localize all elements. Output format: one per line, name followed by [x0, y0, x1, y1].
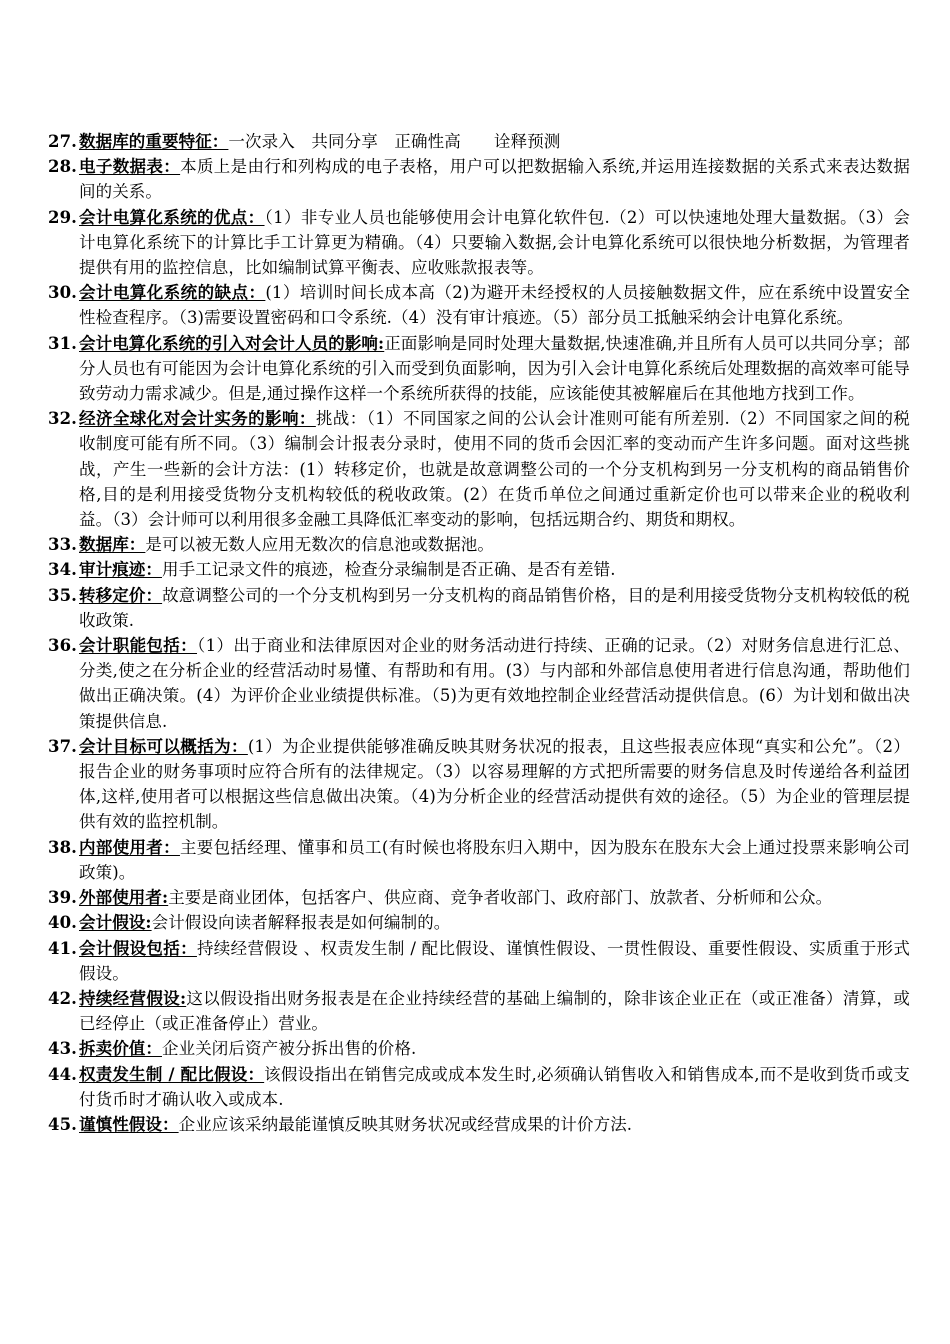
item-number: 32.	[48, 409, 78, 429]
item-term: 电子数据表：	[79, 157, 181, 177]
item-text: 该假设指出在销售完成或成本发生时,必须确认销售收入和销售成本,而不是收到货币或支付货币时才确认收入或成本.	[79, 1064, 910, 1109]
list-item	[48, 734, 910, 835]
item-term: 转移定价：	[79, 585, 163, 605]
item-text: 故意调整公司的一个分支机构到另一分支机构的商品销售价格，目的是利用接受货物分支机构较低的税收政策.	[79, 585, 911, 630]
item-term: 持续经营假设:	[79, 988, 187, 1008]
item-term: 谨慎性假设：	[79, 1114, 179, 1134]
item-number: 45.	[48, 1114, 78, 1134]
list-item	[48, 986, 910, 1036]
list-item	[48, 633, 910, 734]
item-number: 41.	[48, 938, 78, 958]
list-item	[48, 1036, 910, 1061]
item-number: 28.	[48, 157, 78, 177]
item-text: (1）为企业提供能够准确反映其财务状况的报表，且这些报表应体现“真实和公允”。（2）报告企业的财务事项时应符合所有的法律规定。（3）以容易理解的方式把所需要的财务信息及时传递给各利益团体,这样,使用者可以根据这些信息做出决策。（4)为分析企业的经营活动提供有效的途径。（5）为企业的管理层提供有效的监控机制。	[79, 736, 910, 832]
item-number: 42.	[48, 988, 78, 1008]
item-text: 会计假设向读者解释报表是如何编制的。	[151, 913, 451, 933]
item-text: 一次录入 共同分享 正确性高 诠释预测	[228, 132, 561, 151]
list-item	[48, 205, 910, 281]
item-text: 主要是商业团体，包括客户、供应商、竞争者收部门、政府部门、放款者、分析师和公众。	[168, 888, 833, 908]
item-term: 会计电算化系统的缺点：	[79, 283, 266, 303]
list-item	[48, 835, 910, 885]
list-item	[48, 406, 910, 532]
list-item	[48, 280, 910, 330]
list-item	[48, 532, 910, 557]
item-text: 用手工记录文件的痕迹，检查分录编制是否正确、是否有差错.	[162, 560, 616, 580]
list-item	[48, 936, 910, 986]
item-number: 30.	[48, 283, 78, 303]
item-term: 内部使用者：	[79, 837, 180, 857]
item-term: 数据库：	[79, 535, 146, 555]
item-term: 审计痕迹：	[79, 560, 162, 580]
item-term: 权责发生制 / 配比假设：	[79, 1064, 265, 1084]
list-item	[48, 910, 910, 935]
item-number: 36.	[48, 636, 78, 656]
item-number: 31.	[48, 333, 78, 353]
item-text: 企业关闭后资产被分拆出售的价格.	[162, 1039, 417, 1059]
item-text: (1）培训时间长成本高（2)为避开未经授权的人员接触数据文件，应在系统中设置安全性检查程序。（3)需要设置密码和口令系统.（4）没有审计痕迹。（5）部分员工抵触采纳会计电算化系统。	[79, 283, 910, 328]
list-item	[48, 583, 910, 633]
item-term: 会计目标可以概括为：	[79, 736, 248, 756]
item-number: 44.	[48, 1064, 78, 1084]
item-text: （1）非专业人员也能够使用会计电算化软件包.（2）可以快速地处理大量数据。（3）会计电算化系统下的计算比手工计算更为精确。（4）只要输入数据,会计电算化系统可以很快地分析数据，为管理者提供有用的监控信息，比如编制试算平衡表、应收账款报表等。	[79, 207, 910, 278]
item-number: 37.	[48, 736, 78, 756]
item-number: 27.	[48, 132, 78, 151]
list-item	[48, 885, 910, 910]
item-number: 33.	[48, 535, 78, 555]
item-term: 经济全球化对会计实务的影响：	[79, 409, 316, 429]
item-term: 会计电算化系统的优点：	[79, 207, 265, 227]
item-term: 拆卖价值：	[79, 1039, 162, 1059]
item-text: 持续经营假设 、权责发生制 / 配比假设、谨慎性假设、一贯性假设、重要性假设、实质重于形式假设。	[79, 938, 910, 983]
list-item	[48, 129, 910, 154]
item-term: 会计假设:	[79, 913, 152, 933]
item-number: 35.	[48, 585, 78, 605]
list-item	[48, 154, 910, 204]
item-term: 会计职能包括：	[79, 636, 198, 656]
item-text: 正面影响是同时处理大量数据,快速准确,并且所有人员可以共同分享；部分人员也有可能因为会计电算化系统的引入而受到负面影响，因为引入会计电算化系统后处理数据的高效率可能导致劳动力需求减少。但是,通过操作这样一个系统所获得的技能，应该能使其被解雇后在其他地方找到工作。	[79, 333, 910, 404]
item-number: 40.	[48, 913, 78, 933]
item-text: （1）出于商业和法律原因对企业的财务活动进行持续、正确的记录。（2）对财务信息进行汇总、分类,使之在分析企业的经营活动时易懂、有帮助和有用。(3）与内部和外部信息使用者进行信息沟通，帮助他们做出正确决策。(4）为评价企业业绩提供标准。（5)为更有效地控制企业经营活动提供信息。(6）为计划和做出决策提供信息.	[79, 636, 910, 731]
item-number: 43.	[48, 1039, 78, 1059]
item-number: 29.	[48, 207, 78, 227]
item-number: 39.	[48, 888, 78, 908]
item-term: 外部使用者:	[79, 888, 169, 908]
item-term: 数据库的重要特征：	[79, 132, 229, 151]
list-item	[48, 557, 910, 582]
list-item	[48, 1112, 910, 1137]
item-text: 挑战：（1）不同国家之间的公认会计准则可能有所差别.（2）不同国家之间的税收制度可能有所不同。（3）编制会计报表分录时，使用不同的货币会因汇率的变动而产生许多问题。面对这些挑战，产生一些新的会计方法：(1）转移定价，也就是故意调整公司的一个分支机构到另一分支机构的商品销售价格,目的是利用接受货物分支机构较低的税收政策。(2）在货币单位之间通过重新定价也可以带来企业的税收利益。（3）会计师可以利用很多金融工具降低汇率变动的影响，包括远期合约、期货和期权。	[79, 409, 910, 530]
definition-list	[48, 129, 910, 1137]
item-text: 企业应该采纳最能谨慎反映其财务状况或经营成果的计价方法.	[178, 1114, 633, 1134]
item-text: 这以假设指出财务报表是在企业持续经营的基础上编制的，除非该企业正在（或正准备）清算，或已经停止（或正准备停止）营业。	[79, 988, 910, 1034]
item-term: 会计假设包括：	[79, 938, 197, 958]
item-number: 38.	[48, 837, 78, 857]
item-number: 34.	[48, 560, 78, 580]
item-term: 会计电算化系统的引入对会计人员的影响:	[79, 333, 385, 353]
item-text: 本质上是由行和列构成的电子表格，用户可以把数据输入系统,并运用连接数据的关系式来表达数据间的关系。	[79, 157, 910, 202]
list-item	[48, 1062, 910, 1112]
item-text: 主要包括经理、懂事和员工(有时候也将股东归入期中，因为股东在股东大会上通过投票来影响公司政策)。	[79, 837, 910, 882]
list-item	[48, 331, 910, 407]
item-text: 是可以被无数人应用无数次的信息池或数据池。	[145, 535, 495, 555]
